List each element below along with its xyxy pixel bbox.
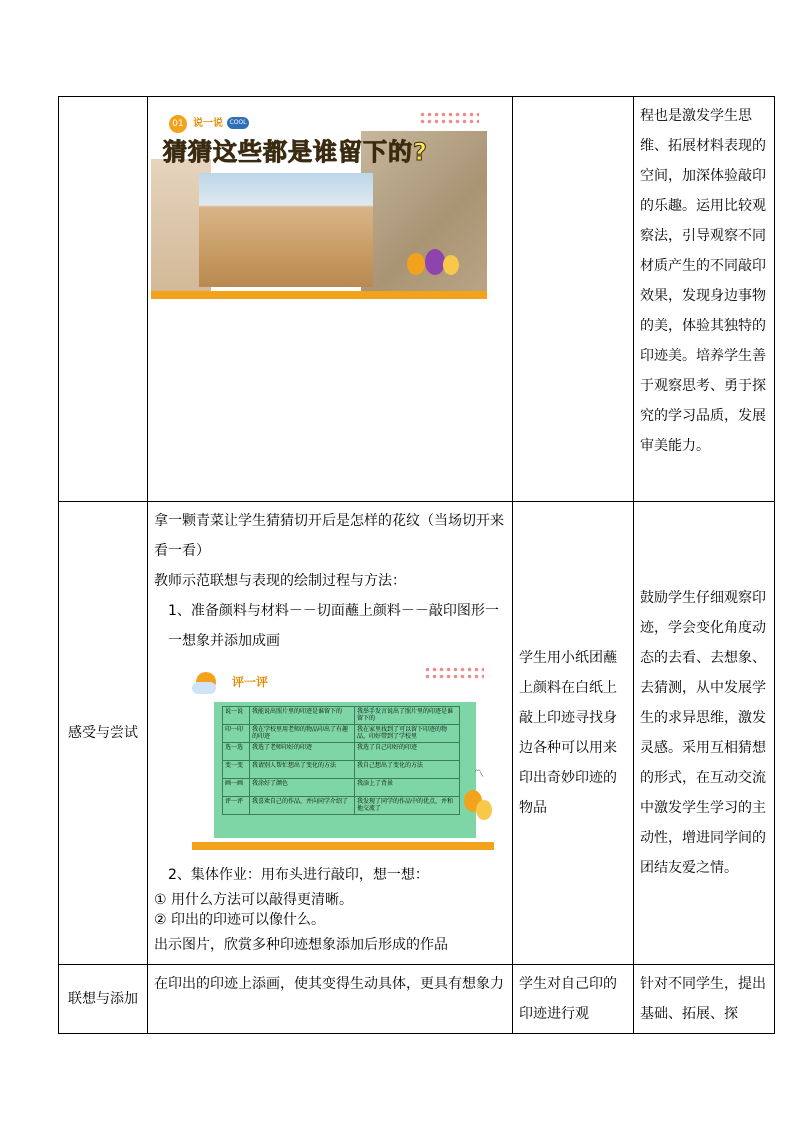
student-activity-text: 学生对自己印的印迹进行观 (519, 976, 617, 1022)
content-cell (148, 965, 513, 1034)
student-activity-cell (513, 97, 634, 502)
slide-evaluation (192, 660, 494, 856)
content-paragraph: 教师示范联想与表现的绘制过程与方法： (154, 573, 406, 589)
decorative-dots-icon (424, 666, 484, 680)
table-row (59, 97, 775, 502)
eval-level-b: 我在家里找到了可以留下印迹的物品，印好带到了学校里 (355, 725, 460, 743)
student-activity-cell (513, 965, 634, 1034)
table-row (59, 502, 775, 965)
table-row (223, 797, 460, 815)
tree-icon (476, 800, 492, 820)
eval-level-b: 我添上了背景 (355, 779, 460, 797)
eval-level-b: 我举手发言说出了照片里的印迹是谁留下的 (355, 707, 460, 725)
student-activity-cell (513, 502, 634, 965)
slide-bottom-bar (151, 291, 487, 299)
content-cell (148, 97, 513, 502)
eval-level-b: 我自己想出了变化的方法 (355, 761, 460, 779)
table-row (223, 779, 460, 797)
eval-level-a: 我请别人帮忙想出了变化的方法 (250, 761, 355, 779)
content-paragraph: 拿一颗青菜让学生猜猜切开后是怎样的花纹（当场切开来看一看） (154, 513, 504, 559)
table-row (59, 965, 775, 1034)
tree-icon (443, 255, 459, 275)
content-paragraph: 2、集体作业：用布头进行敲印，想一想： (168, 867, 429, 883)
table-row (223, 743, 460, 761)
content-paragraph: 在印出的印迹上添画，使其变得生动具体，更具有想象力 (154, 976, 504, 992)
eval-level-a: 我选了老师印好的印迹 (250, 743, 355, 761)
content-cell (148, 502, 513, 965)
student-activity-text: 学生用小纸团蘸上颜料在白纸上敲上印迹寻找身边各种可以用来印出奇妙印迹的物品 (519, 650, 617, 816)
eval-key: 评一评 (223, 797, 250, 815)
content-paragraph: ② 印出的印迹可以像什么。 (154, 912, 326, 928)
design-intent-text: 鼓励学生仔细观察印迹，学会变化角度动态的去看、去想象、去猜测，从中发展学生的求异思维，激发灵感。采用互相猜想的形式，在互动交流中激发学生学习的主动性，增进同学间的团结友爱之情。 (640, 590, 766, 876)
design-intent-text: 程也是激发学生思维、拓展材料表现的空间，加深体验敲印的乐趣。运用比较观察法，引导观察不同材质产生的不同敲印效果，发现身边事物的美，体验其独特的印迹美。培养学生善于观察思考、勇于探究的学习品质，发展审美能力。 (640, 108, 766, 454)
design-intent-cell (634, 502, 775, 965)
table-row (223, 725, 460, 743)
eval-level-b: 我选了自己印好的印迹 (355, 743, 460, 761)
design-intent-cell (634, 97, 775, 502)
eval-level-b: 我发现了同学的作品中的优点，并和他交流了 (355, 797, 460, 815)
design-intent-cell (634, 965, 775, 1034)
evaluation-table (222, 706, 460, 815)
tree-icon (407, 253, 425, 275)
eval-key: 选一选 (223, 743, 250, 761)
content-paragraph: ① 用什么方法可以敲得更清晰。 (154, 892, 354, 908)
desert-tracks-photo (199, 173, 373, 287)
bird-icon: 〽 (474, 769, 484, 780)
eval-key: 画一画 (223, 779, 250, 797)
stage-cell: 感受与尝试 (59, 502, 148, 965)
content-paragraph: 1、准备颜料与材料－－切面蘸上颜料－－敲印图形一一想象并添加成画 (168, 603, 499, 649)
eval-key: 印一印 (223, 725, 250, 743)
eval-key: 说一说 (223, 707, 250, 725)
cool-badge: COOL (227, 117, 249, 129)
slide-title: 猜猜这些都是谁留下的? (163, 138, 428, 166)
eval-key: 变一变 (223, 761, 250, 779)
tree-icon (425, 249, 445, 275)
eval-level-a: 我喜欢自己的作品，并向同学介绍了 (250, 797, 355, 815)
slide-heading: 评一评 (232, 675, 269, 689)
decorative-dots-icon (419, 111, 479, 125)
eval-level-a: 我能说出照片里的印迹是谁留下的 (250, 707, 355, 725)
slide-number-badge: 01 (169, 115, 187, 133)
design-intent-text: 针对不同学生，提出基础、拓展、探 (640, 976, 766, 1022)
eval-level-a: 我在学校里用老师的物品印出了有趣的印迹 (250, 725, 355, 743)
slide-bottom-bar (192, 842, 494, 850)
slide-section-label: 说一说 (193, 118, 223, 129)
table-row (223, 707, 460, 725)
slide-guess-footprints (151, 103, 487, 299)
stage-cell: 联想与添加 (59, 965, 148, 1034)
lesson-plan-table (58, 96, 775, 1034)
eval-level-a: 我涂好了颜色 (250, 779, 355, 797)
table-row (223, 761, 460, 779)
stage-cell (59, 97, 148, 502)
content-paragraph: 出示图片，欣赏多种印迹想象添加后形成的作品 (154, 937, 448, 953)
cloud-icon (192, 682, 216, 694)
